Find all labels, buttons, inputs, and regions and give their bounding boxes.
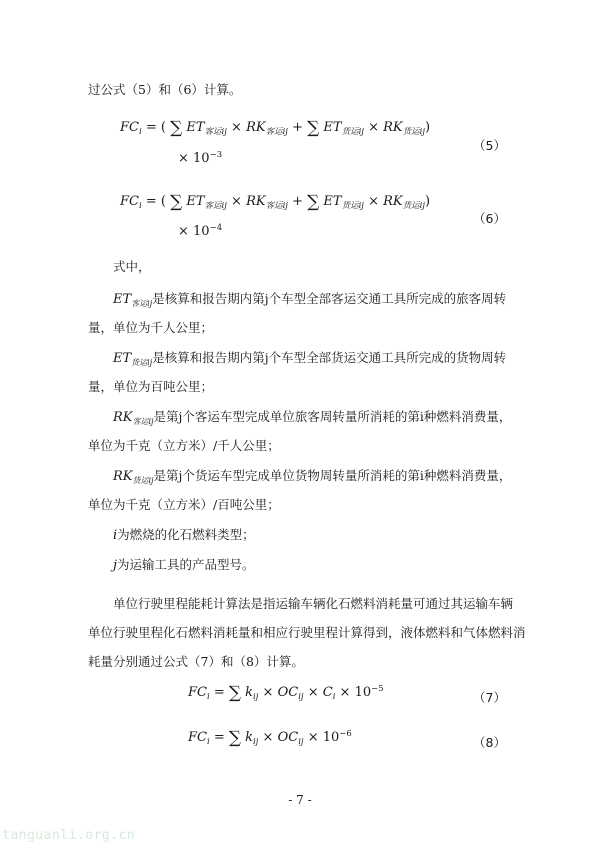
definition-rk-passenger-cont: 单位为千克（立方米）/千人公里； (88, 438, 280, 453)
equation-5-line1: $FC_i$ = ( ∑ $ET_{客运ij} \times RK_{客运ij}$ + ∑ $ET_{货运ij} \times RK_{货运ij}$) (120, 118, 431, 138)
equation-6-line2: × $10^{-4}$ (178, 223, 223, 239)
paragraph-line-3: 耗量分别通过公式（7）和（8）计算。 (88, 654, 304, 669)
equation-6-line1: $FC_i$ = ( ∑ $ET_{客运ij} \times RK_{客运ij}$ + ∑ $ET_{货运ij} \times RK_{货运ij}$) (120, 192, 431, 212)
definition-rk-freight: $RK_{货运ij}$是第j个货运车型完成单位货物周转量所消耗的第i种燃料消费量， (113, 468, 512, 485)
equation-6-number: （6） (473, 211, 506, 226)
watermark: tanguanli.org.cn (2, 828, 136, 843)
paragraph-line-2: 单位行驶里程化石燃料消耗量和相应行驶里程计算得到，液体燃料和气体燃料消 (88, 625, 526, 640)
definition-et-freight: $ET_{货运ij}$是核算和报告期内第j个车型全部货运交通工具所完成的货物周转 (113, 350, 507, 367)
definition-j: j为运输工具的产品型号。 (113, 557, 255, 573)
intro-text: 过公式（5）和（6）计算。 (88, 82, 242, 97)
equation-8-number: （8） (473, 735, 506, 750)
equation-7-number: （7） (473, 690, 506, 705)
equation-7: $FC_i$ = ∑ $k_{ij} \times OC_{ij} \times C_i \times 10^{-5}$ (188, 683, 384, 703)
definition-et-freight-cont: 量，单位为百吨公里； (88, 379, 214, 394)
definition-i: i为燃烧的化石燃料类型； (113, 527, 255, 543)
equation-5-number: （5） (473, 138, 506, 153)
definition-et-passenger: $ET_{客运ij}$是核算和报告期内第j个车型全部客运交通工具所完成的旅客周转 (113, 291, 507, 308)
equation-5-line2: × $10^{-3}$ (178, 150, 223, 166)
page-number: - 7 - (288, 793, 312, 807)
paragraph-line-1: 单位行驶里程能耗计算法是指运输车辆化石燃料消耗量可通过其运输车辆 (113, 596, 514, 611)
definition-rk-passenger: $RK_{客运ij}$是第j个客运车型完成单位旅客周转量所消耗的第i种燃料消费量， (113, 409, 512, 426)
definition-et-passenger-cont: 量，单位为千人公里； (88, 320, 214, 335)
where-label: 式中， (113, 259, 151, 274)
definition-rk-freight-cont: 单位为千克（立方米）/百吨公里； (88, 497, 280, 512)
equation-8: $FC_i$ = ∑ $k_{ij} \times OC_{ij} \times 10^{-6}$ (188, 728, 352, 748)
